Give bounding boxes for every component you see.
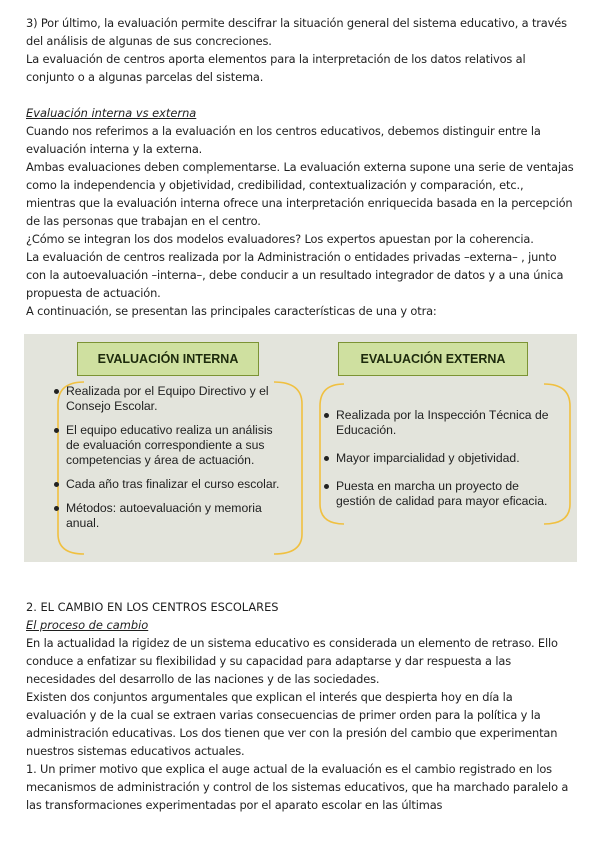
change-section (26, 598, 574, 814)
change-paragraph-2: Existen dos conjuntos argumentales que explican el interés que despierta hoy en día la evaluación y de la cual se extraen varias consecuencias de primer orden para la política y la administración educativas. Los dos tienen que ver con la presión del cambio que experimentan nuestros sistemas educativos actuales. (26, 690, 558, 758)
list-item: Métodos: autoevaluación y memoria anual. (54, 501, 284, 531)
ive-paragraph-5: A continuación, se presentan las principales características de una y otra: (26, 304, 437, 318)
list-item: Realizada por la Inspección Técnica de Educación. (324, 408, 560, 438)
list-item: Puesta en marcha un proyecto de gestión de calidad para mayor eficacia. (324, 479, 560, 509)
evaluation-comparison-figure (24, 334, 577, 562)
change-process-heading: El proceso de cambio (26, 618, 149, 632)
internal-vs-external-heading: Evaluación interna vs externa (26, 106, 197, 120)
change-paragraph-1: En la actualidad la rigidez de un sistema educativo es considerada un elemento de retraso. Ello conduce a enfatizar su flexibilidad y su capacidad para adaptarse y dar respuesta a las necesidades del desarrollo de las naciones y de las sociedades. (26, 636, 558, 686)
document-page (26, 14, 574, 320)
intro-paragraph-2: La evaluación de centros aporta elementos para la interpretación de los datos relativos al conjunto o a algunas parcelas del sistema. (26, 52, 526, 84)
external-evaluation-list (324, 408, 560, 522)
list-item: Cada año tras finalizar el curso escolar. (54, 477, 284, 492)
internal-evaluation-title: EVALUACIÓN INTERNA (77, 342, 259, 376)
internal-evaluation-list (54, 384, 284, 540)
section-title: 2. EL CAMBIO EN LOS CENTROS ESCOLARES (26, 600, 279, 614)
ive-paragraph-4: La evaluación de centros realizada por la Administración o entidades privadas –externa– , junto con la autoevaluación –interna–, debe conducir a un resultado integrador de datos y a una única propuesta de actuación. (26, 250, 564, 300)
change-paragraph-3: 1. Un primer motivo que explica el auge actual de la evaluación es el cambio registrado en los mecanismos de administración y control de los sistemas educativos, que ha marchado paralelo a las transformaciones experimentadas por el aparato escolar en las últimas (26, 762, 569, 812)
external-evaluation-title: EVALUACIÓN EXTERNA (338, 342, 528, 376)
intro-paragraph-1: 3) Por último, la evaluación permite descifrar la situación general del sistema educativo, a través del análisis de algunas de sus concreciones. (26, 16, 567, 48)
list-item: El equipo educativo realiza un análisis de evaluación correspondiente a sus competencias y área de actuación. (54, 423, 284, 468)
ive-paragraph-2: Ambas evaluaciones deben complementarse. La evaluación externa supone una serie de ventajas como la independencia y objetividad, credibilidad, contextualización y comparación, etc., mientras que la evaluación interna ofrece una interpretación enriquecida basada en la percepción de las personas que trabajan en el centro. (26, 160, 574, 228)
list-item: Mayor imparcialidad y objetividad. (324, 451, 560, 466)
list-item: Realizada por el Equipo Directivo y el Consejo Escolar. (54, 384, 284, 414)
ive-paragraph-3: ¿Cómo se integran los dos modelos evaluadores? Los expertos apuestan por la coherencia. (26, 232, 534, 246)
ive-paragraph-1: Cuando nos referimos a la evaluación en los centros educativos, debemos distinguir entre la evaluación interna y la externa. (26, 124, 541, 156)
